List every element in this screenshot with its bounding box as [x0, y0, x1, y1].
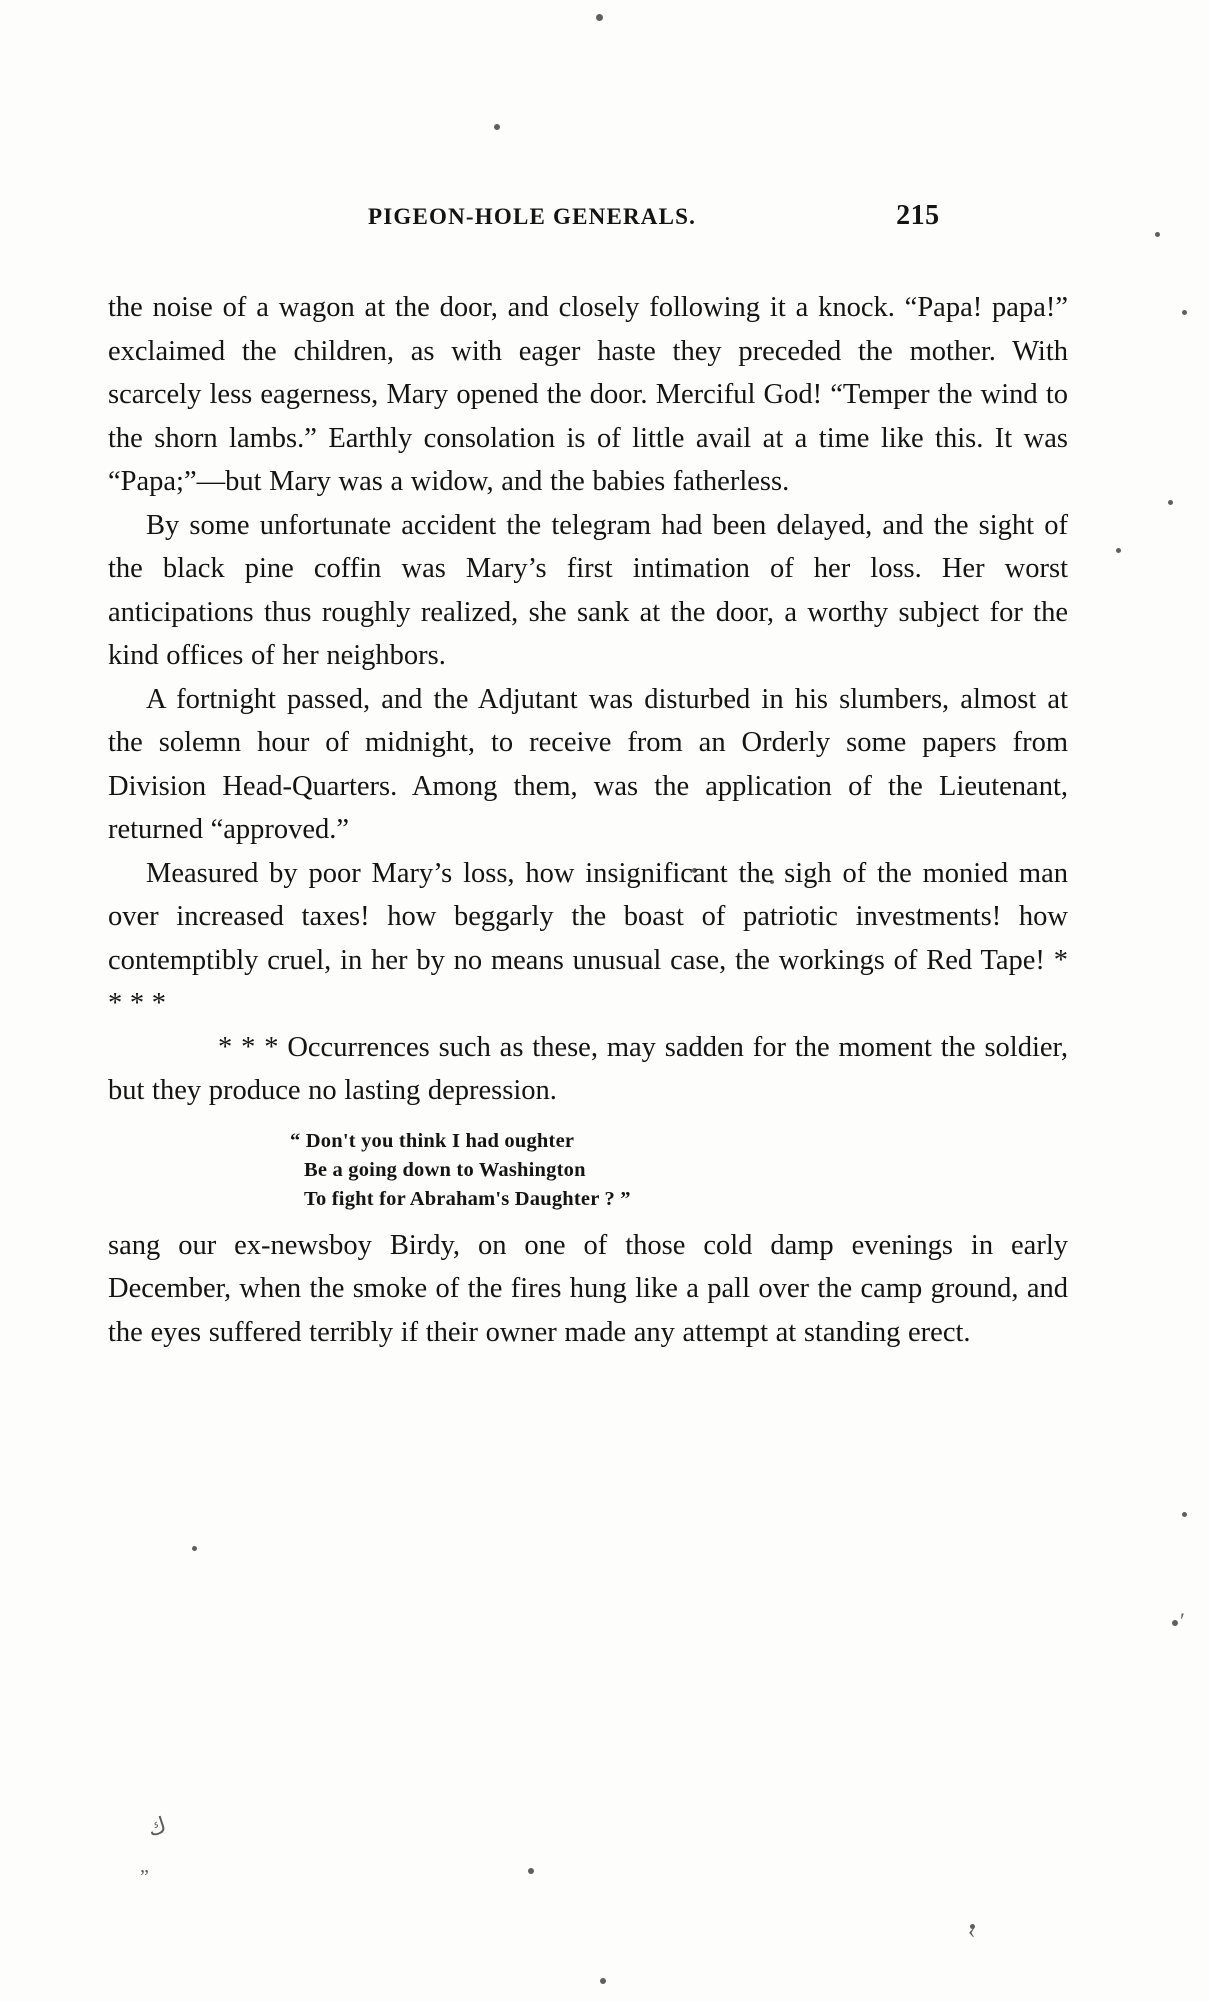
ink-smudge: ′: [1180, 1608, 1185, 1633]
running-header: [108, 200, 1068, 232]
scan-speck: [1182, 1512, 1187, 1517]
scan-speck: [192, 1546, 197, 1551]
scan-speck: [1116, 548, 1121, 553]
scan-speck: [1168, 500, 1173, 505]
scan-speck: [494, 124, 500, 130]
scan-speck: [528, 1868, 534, 1874]
ink-smudge: ‹: [968, 1918, 976, 1943]
verse-line: Be a going down to Washington: [304, 1158, 586, 1181]
verse-line: To fight for Abraham's Daughter ? ”: [304, 1187, 631, 1210]
paragraph: A fortnight passed, and the Adjutant was disturbed in his slumbers, almost at the solemn hour of midnight, to receive from an Orderly some papers from Division Head-Quarters. Among them, was the application of the Lieutenant, returned “approved.”: [108, 683, 1068, 845]
page-content: [108, 200, 1068, 1354]
scan-speck: [1155, 232, 1160, 237]
paragraph: * * * Occurrences such as these, may sadden for the moment the soldier, but they produce no lasting depression.: [108, 1031, 1068, 1106]
scan-speck: [596, 14, 603, 21]
verse-quotation: [108, 1127, 1068, 1214]
scan-speck: [1182, 310, 1187, 315]
scan-speck: [600, 1978, 606, 1984]
paragraph: sang our ex-newsboy Birdy, on one of those cold damp evenings in early December, when the smoke of the fires hung like a pall over the camp ground, and the eyes suffered terribly if their owner made any attempt at standing erect.: [108, 1229, 1068, 1348]
page-number: 215: [896, 200, 940, 231]
verse-line: “ Don't you think I had oughter: [290, 1129, 575, 1152]
paragraph: Measured by poor Mary’s loss, how insignificant the sigh of the monied man over increased taxes! how beggarly the boast of patriotic investments! how contemptibly cruel, in her by no means unusual case, the workings of Red Tape! * * * *: [108, 857, 1068, 1019]
scan-speck: [1172, 1620, 1178, 1626]
paragraph: the noise of a wagon at the door, and closely following it a knock. “Papa! papa!” exclaimed the children, as with eager haste they preceded the mother. With scarcely less eagerness, Mary opened the door. Merciful God! “Temper the wind to the shorn lambs.” Earthly consolation is of little avail at a time like this. It was “Papa;”—but Mary was a widow, and the babies fatherless.: [108, 292, 1068, 497]
running-head-title: PIGEON-HOLE GENERALS.: [368, 204, 697, 229]
ink-smudge: ك: [144, 1811, 170, 1842]
ink-smudge: „: [140, 1855, 149, 1877]
paragraph: By some unfortunate accident the telegram had been delayed, and the sight of the black pine coffin was Mary’s first intimation of her loss. Her worst anticipations thus roughly realized, she sank at the door, a worthy subject for the kind offices of her neighbors.: [108, 509, 1068, 671]
